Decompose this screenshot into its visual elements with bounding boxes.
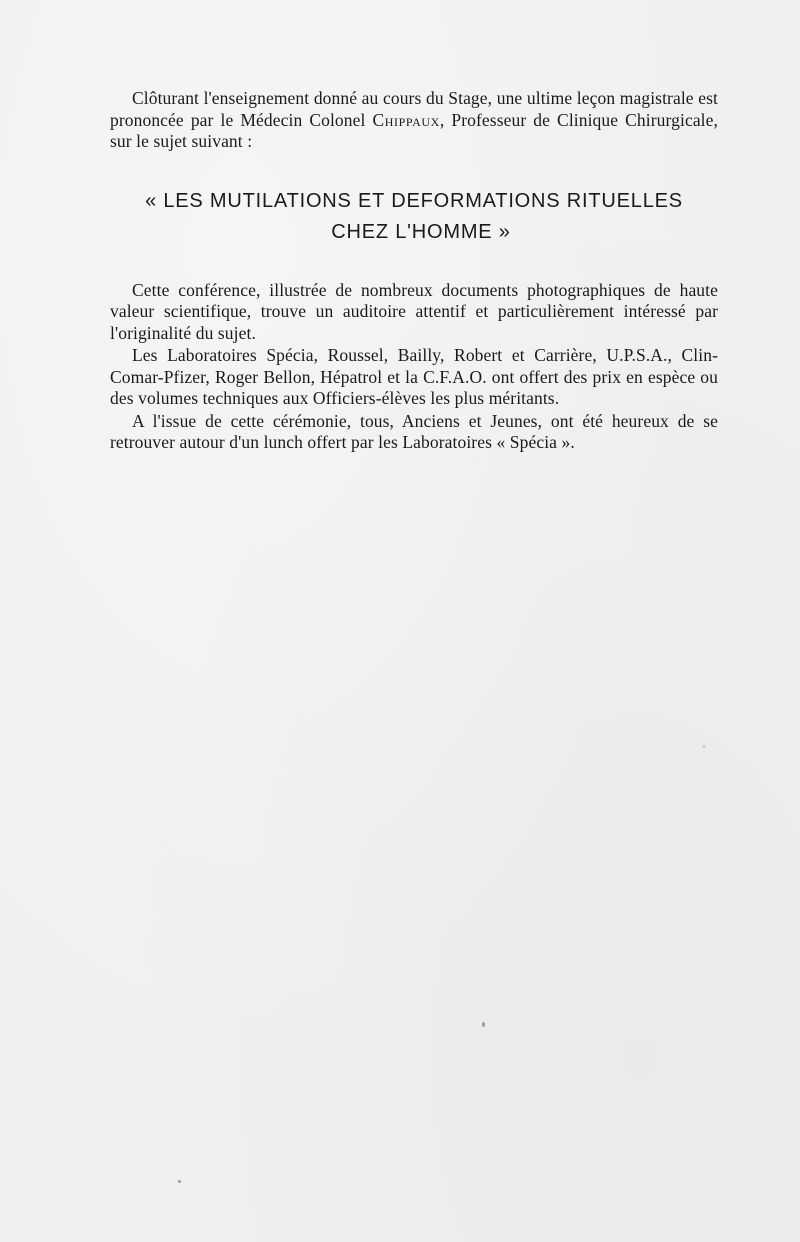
closing-lesson-paragraph: [110, 88, 718, 153]
conference-paragraph: Cette conférence, illustrée de nombreux documents photographiques de haute valeur scientifique, trouve un auditoire attentif et particulièrement intéressé par l'originalité du sujet.: [110, 279, 718, 343]
scan-speck: [482, 1022, 485, 1027]
lunch-paragraph: A l'issue de cette cérémonie, tous, Anciens et Jeunes, ont été heureux de se retrouver autour d'un lunch offert par les Laboratoires « Spécia ».: [110, 410, 718, 452]
paragraph-text: Clôturant l'enseignement donné au cours du Stage, une ultime leçon magistrale est prononcée par le Médecin Colonel: [110, 88, 718, 130]
laboratories-paragraph: Les Laboratoires Spécia, Roussel, Bailly, Robert et Carrière, U.P.S.A., Clin-Comar-Pfizer, Roger Bellon, Hépatrol et la C.F.A.O. ont offert des prix en espèce ou des volumes techniques aux Officiers-élèves les plus méritants.: [110, 345, 718, 408]
scan-speck: [703, 745, 705, 748]
paragraph-text: , Professeur de Clinique Chirurgicale, sur le sujet suivant :: [110, 109, 718, 151]
professor-name: Chippaux: [372, 109, 440, 130]
lecture-title: [110, 186, 718, 248]
lecture-title-line-2: CHEZ L'HOMME »: [331, 220, 511, 243]
scan-speck: [178, 1180, 181, 1183]
lecture-title-line-1: « LES MUTILATIONS ET DEFORMATIONS RITUELLES: [145, 189, 683, 212]
document-body: [110, 88, 718, 454]
